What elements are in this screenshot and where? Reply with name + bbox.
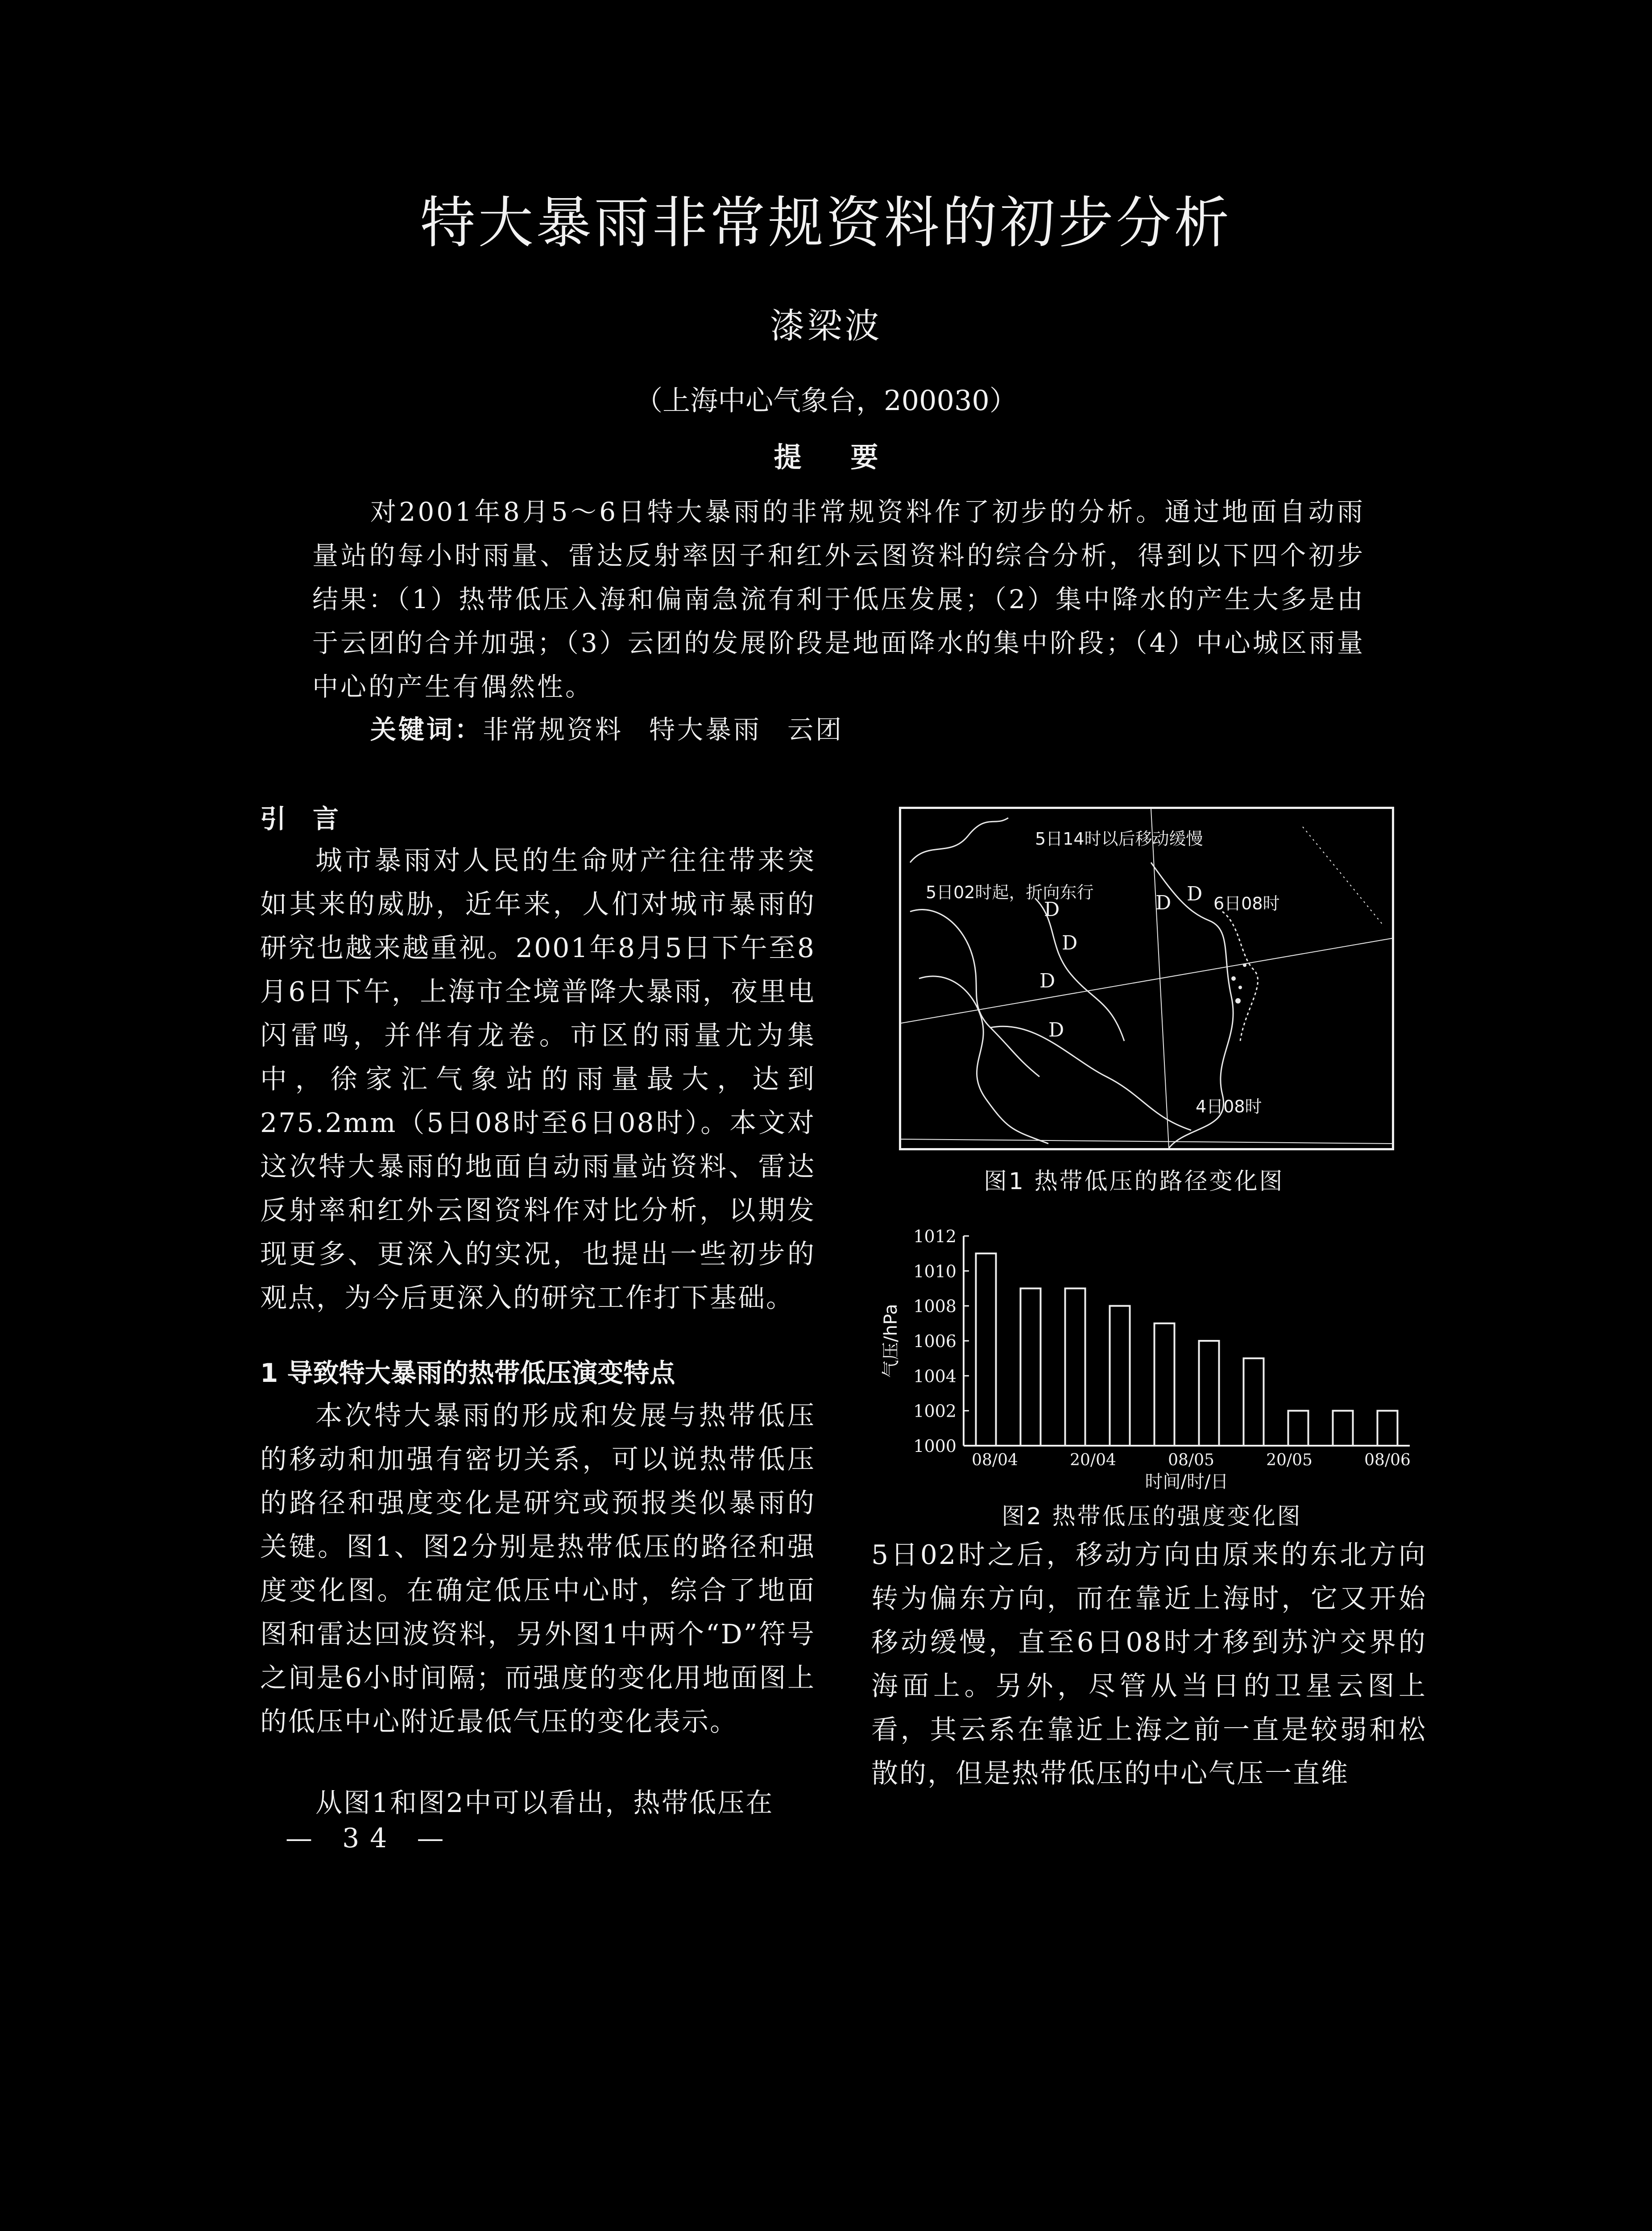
abstract-heading: 提要 xyxy=(774,441,927,473)
y-tick-label: 1008 xyxy=(913,1296,956,1316)
author-name: 漆梁波 xyxy=(770,306,882,346)
pressure-bar xyxy=(1333,1411,1353,1446)
section-heading-1: 1 导致特大暴雨的热带低压演变特点 xyxy=(260,1358,675,1388)
figure1-caption: 图1 热带低压的路径变化图 xyxy=(984,1168,1284,1195)
pressure-bar xyxy=(976,1253,996,1446)
section-heading-intro: 引言 xyxy=(260,804,366,834)
pressure-bar xyxy=(1065,1289,1085,1446)
low-center-d: D xyxy=(1187,883,1203,905)
x-tick-label: 20/05 xyxy=(1266,1451,1312,1469)
island-dot xyxy=(1235,998,1241,1004)
low-center-d: D xyxy=(1039,970,1056,992)
pressure-bar xyxy=(1244,1358,1264,1446)
x-tick-label: 08/05 xyxy=(1168,1451,1214,1469)
low-center-d: D xyxy=(1044,898,1060,921)
keyword: 云团 xyxy=(787,714,844,745)
y-axis-label: 气压/hPa xyxy=(881,1304,901,1378)
province-border xyxy=(910,910,1039,1077)
annotation-end: 6日08时 xyxy=(1213,894,1280,913)
low-center-d: D xyxy=(1048,1019,1064,1041)
figure1-track-map xyxy=(899,807,1394,1150)
track-map-svg xyxy=(901,809,1392,1148)
page-number: — 34 — xyxy=(286,1823,455,1854)
x-tick-label: 08/04 xyxy=(972,1451,1018,1469)
low-center-d: D xyxy=(1062,932,1078,954)
section1-continuation: 5日02时之后，移动方向由原来的东北方向转为偏东方向，而在靠近上海时，它又开始移动缓慢，直至6日08时才移到苏沪交界的海面上。另外，尽管从当日的卫星云图上看，其云系在靠近上海之前一直是较弱和松散的，但是热带低压的中心气压一直维 xyxy=(871,1539,1427,1789)
keyword: 特大暴雨 xyxy=(649,714,762,745)
low-center-d: D xyxy=(1155,892,1172,914)
x-axis-label: 时间/时/日 xyxy=(1145,1472,1229,1492)
pressure-bar xyxy=(1155,1323,1175,1446)
island-dot xyxy=(1231,976,1236,981)
figure2-bar-chart xyxy=(874,1205,1432,1508)
intro-paragraph: 城市暴雨对人民的生命财产往往带来突如其来的威胁，近年来，人们对城市暴雨的研究也越来越重视。2001年8月5日下午至8月6日下午，上海市全境普降大暴雨，夜里电闪雷鸣，并伴有龙卷。市区的雨量尤为集中，徐家汇气象站的雨量最大，达到275.2mm（5日08时至6日08时）。本文对这次特大暴雨的地面自动雨量站资料、雷达反射率和红外云图资料作对比分析，以期发现更多、更深入的实况，也提出一些初步的观点，为今后更深入的研究工作打下基础。 xyxy=(260,845,816,1314)
annotation-start: 4日08时 xyxy=(1196,1097,1262,1116)
island-dot xyxy=(1238,986,1242,989)
province-border xyxy=(990,1026,1191,1130)
keywords-label: 关键词： xyxy=(370,714,483,745)
y-tick-label: 1006 xyxy=(913,1331,956,1351)
y-tick-label: 1010 xyxy=(913,1261,956,1281)
coastline xyxy=(910,818,1008,863)
section1-paragraph: 本次特大暴雨的形成和发展与热带低压的移动和加强有密切关系，可以说热带低压的路径和强度变化是研究或预报类似暴雨的关键。图1、图2分别是热带低压的路径和强度变化图。在确定低压中心时，综合了地面图和雷达回波资料，另外图1中两个“D”符号之间是6小时间隔；而强度的变化用地面图上的低压中心附近最低气压的变化表示。 xyxy=(260,1400,816,1738)
pressure-bar xyxy=(1021,1289,1041,1446)
pressure-bar xyxy=(1110,1306,1130,1446)
figure2-caption: 图2 热带低压的强度变化图 xyxy=(1002,1503,1302,1530)
section1-paragraph: 从图1和图2中可以看出，热带低压在 xyxy=(315,1787,774,1819)
pressure-bar xyxy=(1378,1411,1398,1446)
keywords-line xyxy=(370,709,869,746)
island-dot xyxy=(1243,963,1246,967)
longitude-line xyxy=(1151,809,1172,1148)
x-tick-label: 08/06 xyxy=(1364,1451,1411,1469)
pressure-bar xyxy=(1199,1341,1219,1446)
x-tick-label: 20/04 xyxy=(1070,1451,1116,1469)
pressure-bar xyxy=(1288,1411,1308,1446)
longitude-line xyxy=(1303,827,1383,925)
latitude-line xyxy=(901,1139,1392,1144)
paper-title: 特大暴雨非常规资料的初步分析 xyxy=(420,191,1232,255)
latitude-line xyxy=(901,938,1392,1023)
y-tick-label: 1004 xyxy=(913,1366,956,1386)
y-tick-label: 1002 xyxy=(913,1401,956,1421)
author-affiliation: （上海中心气象台，200030） xyxy=(635,384,1017,417)
annotation-turn: 5日02时起，折向东行 xyxy=(926,883,1094,902)
annotation-slow: 5日14时以后移动缓慢 xyxy=(1035,829,1203,849)
y-tick-label: 1000 xyxy=(913,1436,956,1456)
keyword: 非常规资料 xyxy=(483,714,624,745)
abstract-text: 对2001年8月5～6日特大暴雨的非常规资料作了初步的分析。通过地面自动雨量站的每小时雨量、雷达反射率因子和红外云图资料的综合分析，得到以下四个初步结果：（1）热带低压入海和偏南急流有利于低压发展；（2）集中降水的产生大多是由于云团的合并加强；（3）云团的发展阶段是地面降水的集中阶段；（4）中心城区雨量中心的产生有偶然性。 xyxy=(312,497,1365,702)
y-tick-label: 1012 xyxy=(913,1227,956,1246)
